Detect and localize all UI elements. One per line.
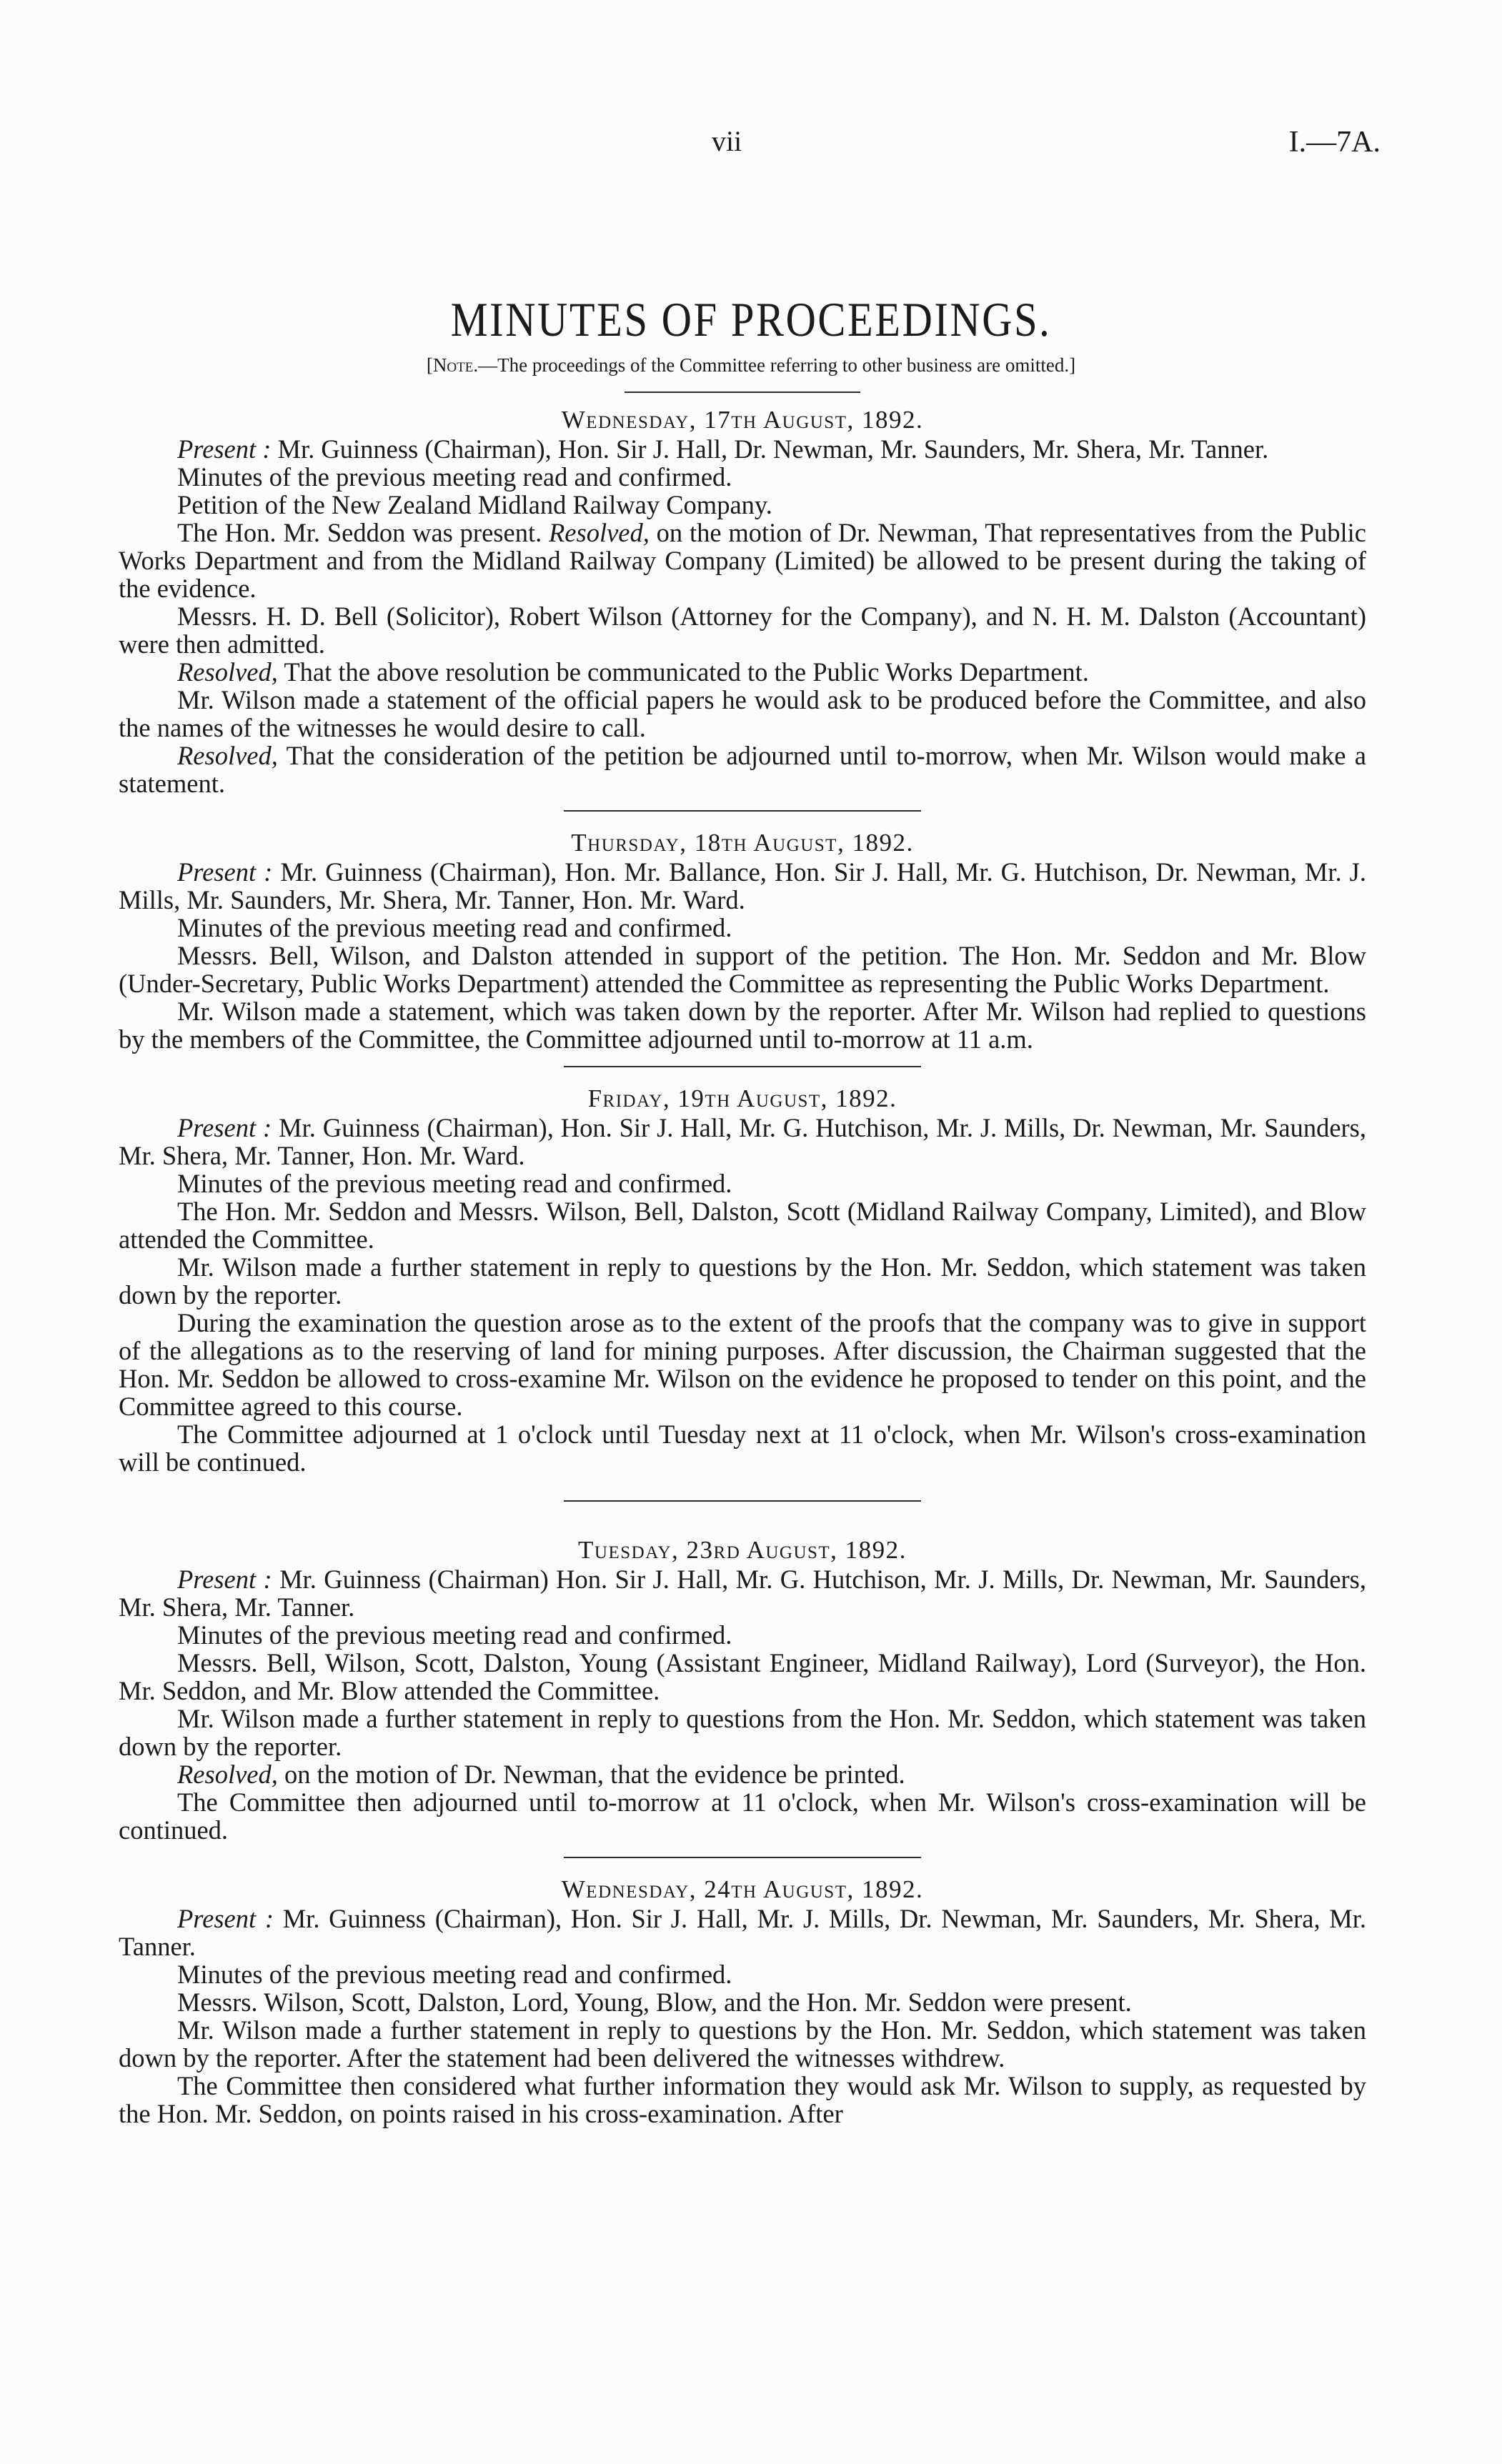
paragraph-text: Minutes of the previous meeting read and confirmed. bbox=[177, 1960, 732, 1989]
attendance-paragraph bbox=[119, 435, 1366, 463]
minute-paragraph bbox=[119, 1169, 1366, 1197]
paragraph-text: Minutes of the previous meeting read and confirmed. bbox=[177, 1620, 732, 1650]
paragraph-text: Messrs. H. D. Bell (Solicitor), Robert Wilson (Attorney for the Company), and N. H. M. Dalston (Accountant) were then admitted. bbox=[119, 602, 1366, 659]
minute-paragraph bbox=[119, 686, 1366, 742]
present-label: Present : bbox=[177, 1904, 274, 1933]
paragraph-text: Mr. Wilson made a further statement in reply to questions by the Hon. Mr. Seddon, which statement was taken down by the reporter. After the statement had been delivered the witnesses withdrew. bbox=[119, 2015, 1366, 2073]
paragraph-text: Mr. Wilson made a further statement in reply to questions from the Hon. Mr. Seddon, which statement was taken down by the reporter. bbox=[119, 1704, 1366, 1761]
minute-paragraph bbox=[119, 1649, 1366, 1705]
attendance-paragraph bbox=[119, 858, 1366, 914]
paragraph-text: The Hon. Mr. Seddon and Messrs. Wilson, Bell, Dalston, Scott (Midland Railway Company, Limited), and Blow attended the Committee. bbox=[119, 1197, 1366, 1254]
meeting-date-heading: Thursday, 18th August, 1892. bbox=[571, 829, 914, 857]
minute-paragraph bbox=[119, 742, 1366, 797]
paragraph-lead-text: The Hon. Mr. Seddon was present. bbox=[177, 518, 549, 547]
paragraph-text: on the motion of Dr. Newman, That representatives from the Public Works Department and from the Midland Railway Company (Limited) be allowed to be present during the taking of the evidence. bbox=[119, 518, 1366, 603]
present-label: Present : bbox=[177, 1565, 272, 1594]
minute-paragraph bbox=[119, 491, 1366, 519]
paragraph-text: The Committee then adjourned until to-morrow at 11 o'clock, when Mr. Wilson's cross-examination will be continued. bbox=[119, 1787, 1366, 1845]
attendance-paragraph bbox=[119, 1114, 1366, 1169]
minute-paragraph bbox=[119, 2016, 1366, 2072]
paragraph-text: Mr. Wilson made a statement of the official papers he would ask to be produced before the Committee, and also the names of the witnesses he would desire to call. bbox=[119, 685, 1366, 742]
minute-paragraph bbox=[119, 1197, 1366, 1253]
minute-paragraph bbox=[119, 1621, 1366, 1649]
paragraph-text: Messrs. Bell, Wilson, Scott, Dalston, Young (Assistant Engineer, Midland Railway), Lord (Surveyor), the Hon. Mr. Seddon, and Mr. Blow attended the Committee. bbox=[119, 1648, 1366, 1705]
paragraph-text: Mr. Wilson made a statement, which was taken down by the reporter. After Mr. Wilson had replied to questions by the members of the Committee, the Committee adjourned until to-morrow at 11 a.m. bbox=[119, 997, 1366, 1054]
minute-paragraph bbox=[119, 1253, 1366, 1309]
paragraph-text: Minutes of the previous meeting read and confirmed. bbox=[177, 1169, 732, 1198]
minute-paragraph bbox=[119, 997, 1366, 1053]
paragraph-text: Minutes of the previous meeting read and confirmed. bbox=[177, 462, 732, 492]
meeting-section bbox=[119, 1536, 1366, 1844]
section-divider bbox=[564, 1066, 921, 1067]
minute-paragraph bbox=[119, 2072, 1366, 2128]
paragraph-text: The Committee adjourned at 1 o'clock until Tuesday next at 11 o'clock, when Mr. Wilson's cross-examination will be continued. bbox=[119, 1420, 1366, 1477]
attendance-paragraph bbox=[119, 1565, 1366, 1621]
minute-paragraph bbox=[119, 1788, 1366, 1844]
minute-paragraph bbox=[119, 463, 1366, 491]
meeting-date-heading: Wednesday, 24th August, 1892. bbox=[561, 1875, 924, 1903]
present-label: Present : bbox=[177, 1113, 272, 1142]
minute-paragraph bbox=[119, 1420, 1366, 1476]
paragraph-text: Mr. Wilson made a further statement in reply to questions by the Hon. Mr. Seddon, which statement was taken down by the reporter. bbox=[119, 1252, 1366, 1310]
resolved-label: Resolved, bbox=[177, 657, 278, 687]
paragraph-text: During the examination the question arose as to the extent of the proofs that the company was to give in support of the allegations as to the reserving of land for mining purposes. After discussion, the Chairman suggested that the Hon. Mr. Seddon be allowed to cross-examine Mr. Wilson on the evidence he proposed to tender on this point, and the Committee agreed to this course. bbox=[119, 1308, 1366, 1421]
paragraph-text: Messrs. Bell, Wilson, and Dalston attended in support of the petition. The Hon. Mr. Seddon and Mr. Blow (Under-Secretary, Public Works Department) attended the Committee as representing the Public Works Department. bbox=[119, 941, 1366, 998]
present-label: Present : bbox=[177, 857, 273, 887]
note-open-bracket: [ bbox=[426, 354, 433, 376]
paragraph-text: Minutes of the previous meeting read and confirmed. bbox=[177, 913, 732, 942]
minute-paragraph bbox=[119, 914, 1366, 942]
editorial-note bbox=[0, 354, 1502, 376]
minute-paragraph bbox=[119, 1760, 1366, 1788]
minute-paragraph bbox=[119, 1309, 1366, 1420]
section-divider bbox=[564, 1500, 921, 1502]
meeting-section bbox=[119, 1875, 1366, 2128]
minute-paragraph bbox=[119, 602, 1366, 658]
resolved-label: Resolved, bbox=[177, 741, 278, 770]
meeting-section bbox=[119, 406, 1366, 797]
present-members: Mr. Guinness (Chairman), Hon. Sir J. Hall, Mr. G. Hutchison, Mr. J. Mills, Dr. Newman, Mr. Saunders, Mr. Shera, Mr. Tanner, Hon. Mr. Ward. bbox=[119, 1113, 1367, 1170]
paragraph-text: The Committee then considered what further information they would ask Mr. Wilson to supply, as requested by the Hon. Mr. Seddon, on points raised in his cross-examination. After bbox=[119, 2071, 1366, 2128]
paragraph-text: That the consideration of the petition be adjourned until to-morrow, when Mr. Wilson would make a statement. bbox=[119, 741, 1366, 798]
meeting-section bbox=[119, 829, 1366, 1053]
meeting-date-heading: Tuesday, 23rd August, 1892. bbox=[578, 1536, 907, 1564]
present-members: Mr. Guinness (Chairman) Hon. Sir J. Hall, Mr. G. Hutchison, Mr. J. Mills, Dr. Newman, Mr. Saunders, Mr. Shera, Mr. Tanner. bbox=[119, 1565, 1366, 1622]
page-number: vii bbox=[712, 125, 742, 157]
attendance-paragraph bbox=[119, 1905, 1366, 1960]
note-text: —The proceedings of the Committee referring to other business are omitted.] bbox=[478, 354, 1076, 376]
document-reference: I.—7A. bbox=[1288, 126, 1381, 159]
note-label: Note. bbox=[432, 354, 479, 376]
paragraph-text: Petition of the New Zealand Midland Railway Company. bbox=[177, 490, 772, 519]
meeting-date-heading: Wednesday, 17th August, 1892. bbox=[561, 406, 924, 434]
section-divider bbox=[625, 391, 860, 393]
resolved-label: Resolved, bbox=[549, 518, 650, 547]
paragraph-text: on the motion of Dr. Newman, that the evidence be printed. bbox=[277, 1760, 905, 1789]
meeting-section bbox=[119, 1084, 1366, 1476]
minute-paragraph bbox=[119, 1988, 1366, 2016]
minute-paragraph bbox=[119, 519, 1366, 602]
minutes-body bbox=[119, 391, 1366, 2128]
paragraph-text: Messrs. Wilson, Scott, Dalston, Lord, Young, Blow, and the Hon. Mr. Seddon were present. bbox=[177, 1987, 1132, 2017]
minute-paragraph bbox=[119, 1960, 1366, 1988]
present-label: Present : bbox=[177, 434, 272, 464]
page-title: MINUTES OF PROCEEDINGS. bbox=[450, 292, 1052, 346]
present-members: Mr. Guinness (Chairman), Hon. Sir J. Hall, Dr. Newman, Mr. Saunders, Mr. Shera, Mr. Tanner. bbox=[271, 434, 1269, 464]
resolved-label: Resolved, bbox=[177, 1760, 278, 1789]
meeting-date-heading: Friday, 19th August, 1892. bbox=[587, 1084, 897, 1112]
section-divider bbox=[564, 810, 921, 812]
minute-paragraph bbox=[119, 942, 1366, 997]
minute-paragraph bbox=[119, 1705, 1366, 1760]
minute-paragraph bbox=[119, 658, 1366, 686]
paragraph-text: That the above resolution be communicated to the Public Works Department. bbox=[277, 657, 1089, 687]
present-members: Mr. Guinness (Chairman), Hon. Mr. Ballance, Hon. Sir J. Hall, Mr. G. Hutchison, Dr. Newman, Mr. J. Mills, Mr. Saunders, Mr. Shera, Mr. Tanner, Hon. Mr. Ward. bbox=[119, 857, 1367, 914]
present-members: Mr. Guinness (Chairman), Hon. Sir J. Hall, Mr. J. Mills, Dr. Newman, Mr. Saunders, Mr. Shera, Mr. Tanner. bbox=[119, 1904, 1366, 1961]
section-divider bbox=[564, 1857, 921, 1858]
